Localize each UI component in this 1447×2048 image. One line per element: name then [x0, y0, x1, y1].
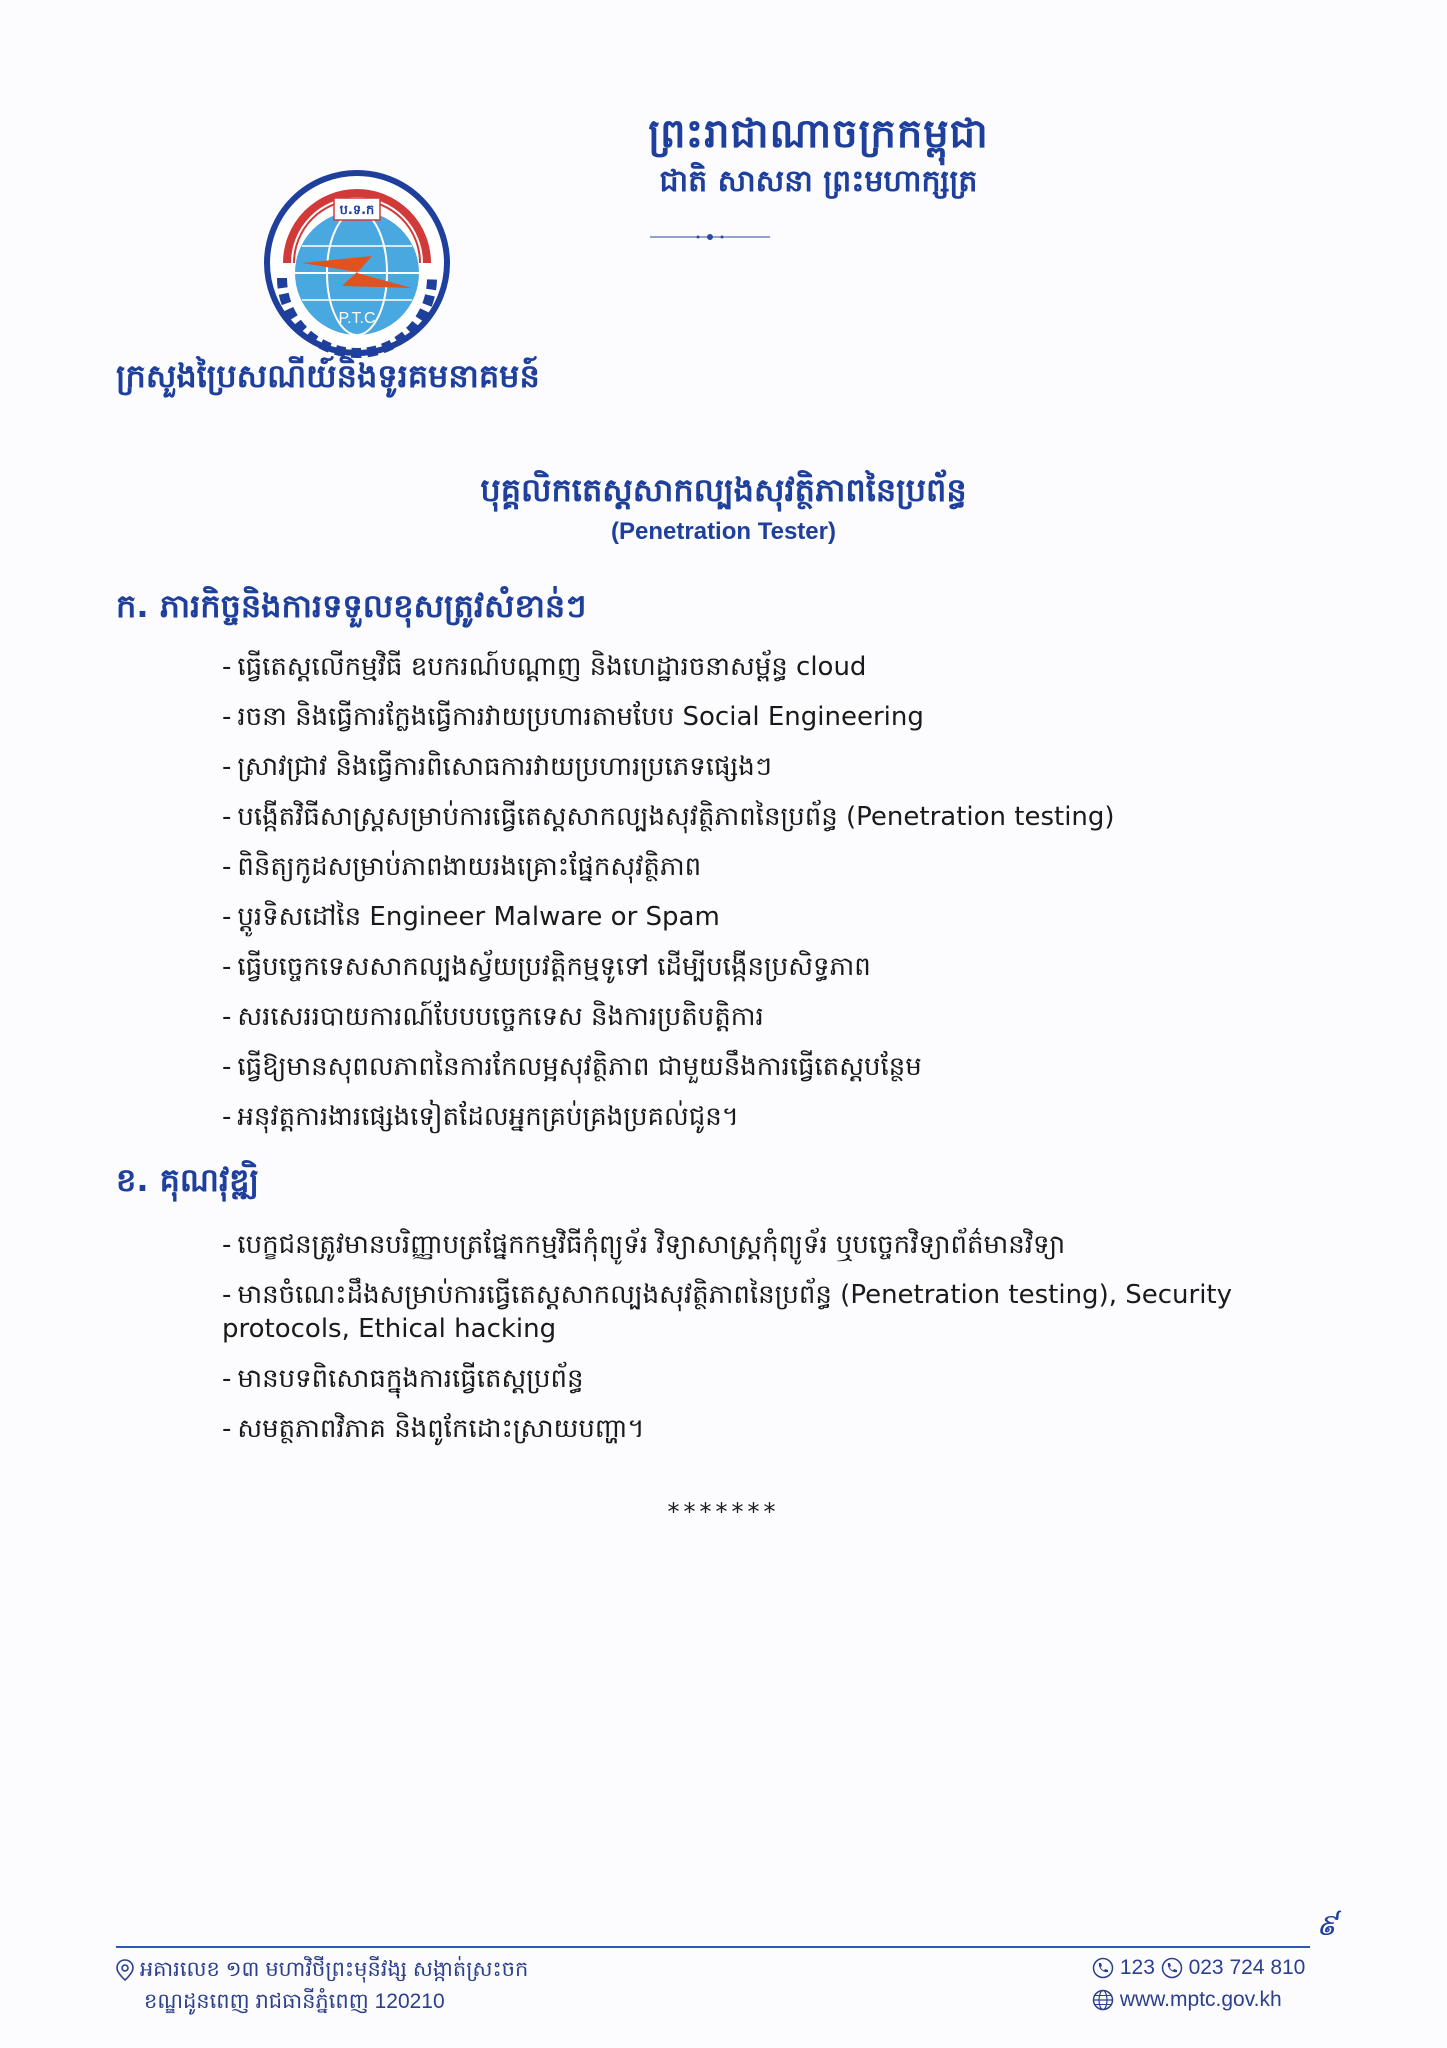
list-item: - បេក្ខជនត្រូវមានបរិញ្ញាបត្រផ្នែកកម្មវិធីកុំព្យូទ័រ វិទ្យាសាស្រ្តកុំព្យូទ័រ ឬបច្ចេកវិទ្យាព័ត៌មានវិទ្យា: [222, 1230, 1066, 1260]
footer-phone: [1092, 1956, 1305, 1980]
phone-icon: [1092, 1957, 1114, 1979]
list-item: - សរសេររបាយការណ៍បែបបច្ចេកទេស និងការប្រតិបត្តិការ: [222, 1002, 764, 1032]
ornament-divider: [650, 232, 770, 242]
ministry-name: ក្រសួងប្រៃសណីយ៍និងទូរគមនាគមន៍: [116, 357, 540, 395]
national-motto: ជាតិ សាសនា ព្រះមហាក្សត្រ: [659, 164, 978, 199]
list-item: - ប្តូរទិសដៅនៃ Engineer Malware or Spam: [222, 902, 720, 932]
kingdom-title: ព្រះរាជាណាចក្រកម្ពុជា: [648, 111, 989, 157]
section-b-heading: ខ. គុណវុឌ្ឍិ: [116, 1161, 259, 1199]
website-link[interactable]: www.mptc.gov.kh: [1119, 1988, 1282, 2011]
phone-icon: [1161, 1957, 1183, 1979]
footer-website: [1092, 1988, 1282, 2012]
footer-divider: [116, 1946, 1310, 1948]
list-item: - ធ្វើបច្ចេកទេសសាកល្បងស្វ័យប្រវត្តិកម្មទូទៅ ដើម្បីបង្កើនប្រសិទ្ធភាព: [222, 952, 871, 982]
phone-short: 123: [1119, 1956, 1155, 1979]
list-item: - ធ្វើតេស្តលើកម្មវិធី ឧបករណ៍បណ្តាញ និងហេដ្ឋារចនាសម្ព័ន្ធ cloud: [222, 652, 867, 682]
list-item: - សមត្ថភាពវិភាគ និងពូកែដោះស្រាយបញ្ហា។: [222, 1414, 645, 1444]
document-subtitle: (Penetration Tester): [611, 518, 836, 545]
list-item: - អនុវត្តការងារផ្សេងទៀតដែលអ្នកគ្រប់គ្រងប្រគល់ជូន។: [222, 1102, 739, 1132]
end-mark: *******: [667, 1498, 780, 1526]
list-item: - បង្កើតវិធីសាស្រ្តសម្រាប់ការធ្វើតេស្តសាកល្បងសុវត្ថិភាពនៃប្រព័ន្ធ (Penetration testing): [222, 802, 1115, 832]
ministry-logo: [262, 168, 452, 358]
list-item: - ស្រាវជ្រាវ និងធ្វើការពិសោធការវាយប្រហារប្រភេទផ្សេងៗ: [222, 752, 772, 782]
phone-number: 023 724 810: [1188, 1956, 1306, 1979]
location-pin-icon: [116, 1959, 134, 1981]
logo-bottom-text: P.T.C: [338, 310, 376, 327]
logo-top-text: ប.ទ.ក: [339, 203, 375, 218]
list-item: - ពិនិត្យកូដសម្រាប់ភាពងាយរងគ្រោះផ្នែកសុវត្ថិភាព: [222, 852, 702, 882]
page-number: ៩: [1316, 1908, 1338, 1943]
list-item: - មានចំណេះដឹងសម្រាប់ការធ្វើតេស្តសាកល្បងសុវត្ថិភាពនៃប្រព័ន្ធ (Penetration testing), Security protocols, Ethical hacking: [222, 1280, 1233, 1344]
list-item: - ធ្វើឱ្យមានសុពលភាពនៃការកែលម្អសុវត្ថិភាព ជាមួយនឹងការធ្វើតេស្តបន្ថែម: [222, 1052, 922, 1082]
list-item: - មានបទពិសោធក្នុងការធ្វើតេស្តប្រព័ន្ធ: [222, 1364, 584, 1394]
footer-address-line1: អគារលេខ ១៣ មហាវិថីព្រះមុនីវង្ស សង្កាត់ស្រះចក: [116, 1956, 528, 1987]
document-title: បុគ្គលិកតេស្តសាកល្បងសុវត្ថិភាពនៃប្រព័ន្ធ: [480, 471, 967, 509]
globe-icon: [1092, 1989, 1114, 2011]
footer-address-line2: ខណ្ឌដូនពេញ រាជធានីភ្នំពេញ 120210: [144, 1990, 445, 2013]
section-a-heading: ក. ភារកិច្ចនិងការទទួលខុសត្រូវសំខាន់ៗ: [116, 587, 587, 625]
list-item: - រចនា និងធ្វើការក្លែងធ្វើការវាយប្រហារតាមបែប Social Engineering: [222, 702, 924, 732]
